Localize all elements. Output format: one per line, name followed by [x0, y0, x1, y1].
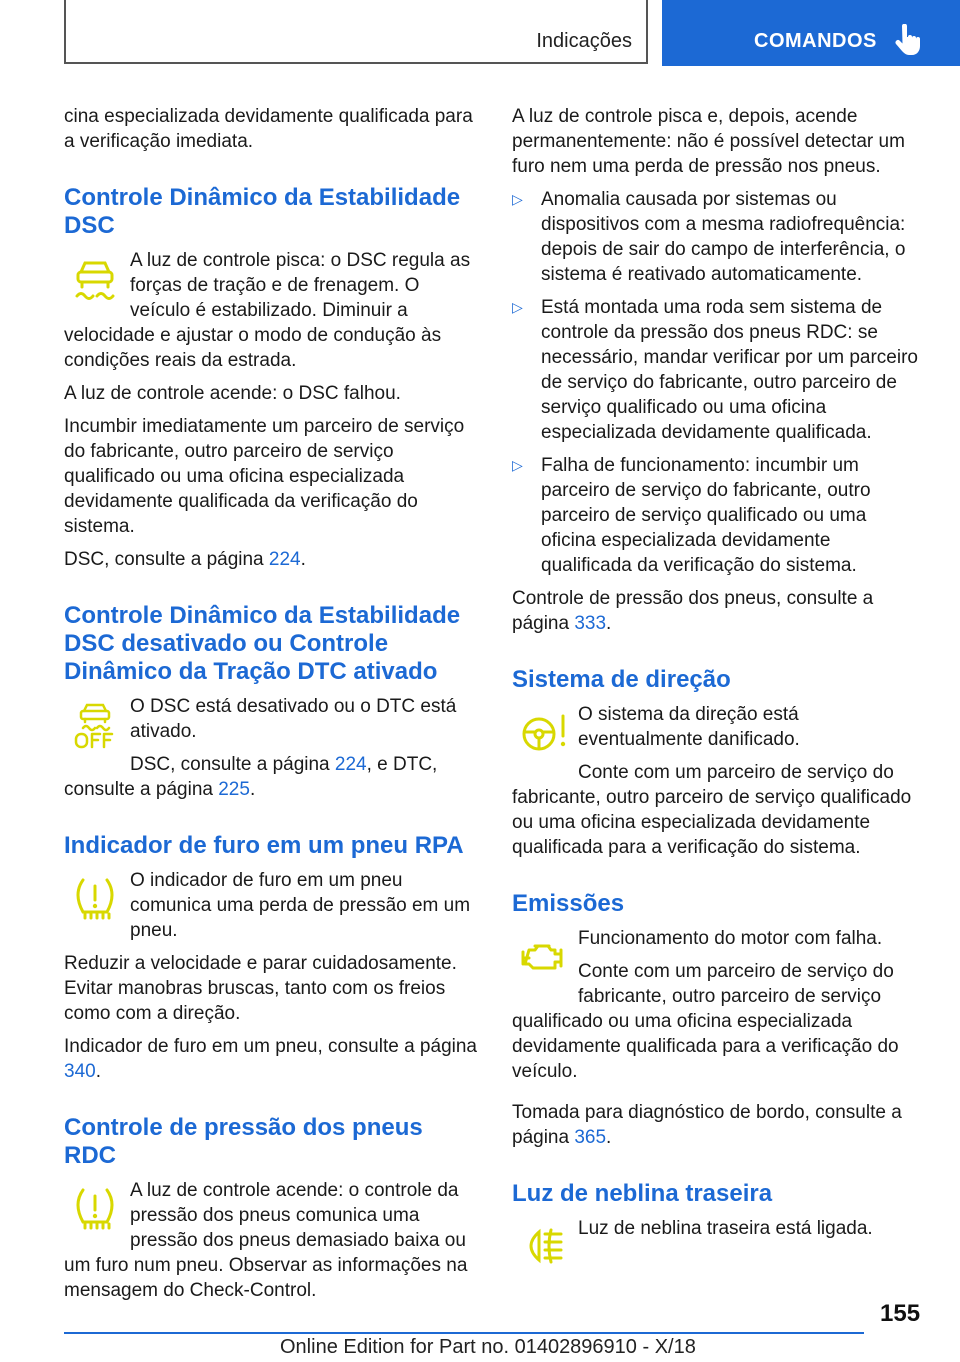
- rpa-ref-text: Indicador de furo em um pneu, consulte a página: [64, 1036, 477, 1057]
- header-chapter-title: COMANDOS: [754, 30, 877, 52]
- rdc-ref: [512, 586, 926, 636]
- rpa-ref-end: .: [95, 1061, 101, 1082]
- left-intro: cina especializada devidamente qualificada para a verificação imediata.: [64, 106, 473, 152]
- footer-edition: Online Edition for Part no. 01402896910 - X/18: [280, 1336, 696, 1358]
- dsc-off-ref-end: .: [249, 779, 256, 800]
- list-item: [512, 295, 926, 445]
- rdc-p1: A luz de controle acende: o controle da pressão dos pneus comunica uma pressão dos pneus demasiado baixa ou um furo num pneu. Observar as informações na mensagem do Check-Control.: [64, 1180, 468, 1301]
- list-item: [512, 453, 926, 578]
- steering-p1: O sistema da direção está eventualmente danificado.: [578, 704, 800, 750]
- header-chapter-tab[interactable]: [662, 0, 960, 66]
- tire-pressure-warning-icon: [69, 872, 121, 924]
- dsc-ref-end: .: [300, 549, 306, 570]
- dsc-ref-text: DSC, consulte a página: [64, 549, 269, 570]
- emissions-p2: Conte com um parceiro de serviço do fabricante, outro parceiro de serviço qualificado ou uma oficina especializada devidamente qualificada para a verificação do veículo.: [512, 961, 899, 1082]
- fog-p1: Luz de neblina traseira está ligada.: [578, 1218, 873, 1239]
- footer-divider: [64, 1332, 864, 1334]
- emissions-ref-link[interactable]: 365: [574, 1127, 607, 1148]
- header-section-title: Indicações: [536, 30, 632, 52]
- dsc-p3: Incumbir imediatamente um parceiro de serviço do fabricante, outro parceiro de serviço qualificado ou uma oficina especializada devidamente qualificada da verificação do sistema.: [64, 416, 465, 537]
- dsc-warning-icon: [69, 252, 121, 304]
- rdc-bullet-list: [512, 187, 926, 578]
- dsc-ref-link[interactable]: 224: [268, 549, 301, 570]
- dsc-ref: [64, 547, 478, 572]
- list-item-text: Falha de funcionamento: incumbir um parceiro de serviço do fabricante, outro parceiro de serviço qualificado ou uma oficina especializada devidamente qualificada da verificação do sistema.: [541, 455, 871, 576]
- list-item-text: Está montada uma roda sem sistema de controle da pressão dos pneus RDC: se necessário, mandar verificar por um parceiro de serviço do fabricante, outro parceiro de serviço qualificado ou uma oficina especializada devidamente qualificada.: [541, 297, 918, 443]
- dsc-off-ref-link-2[interactable]: 225: [218, 779, 250, 800]
- rpa-p1: O indicador de furo em um pneu comunica uma perda de pressão em um pneu.: [130, 870, 471, 941]
- left-column: [64, 104, 478, 1311]
- rpa-heading: Indicador de furo em um pneu RPA: [64, 832, 464, 859]
- dsc-off-heading: Controle Dinâmico da Estabilidade DSC desativado ou Controle Dinâmico da Tração DTC ativado: [64, 602, 461, 685]
- list-item-text: Anomalia causada por sistemas ou dispositivos com a mesma radiofrequência: depois de sair do campo de interferência, o sistema é reativado automaticamente.: [541, 189, 906, 285]
- right-column: [512, 104, 926, 1282]
- tire-pressure-warning-icon: [69, 1182, 121, 1234]
- steering-p2: Conte com um parceiro de serviço do fabricante, outro parceiro de serviço qualificado ou uma oficina especializada devidamente qualificada para a verificação do sistema.: [512, 762, 912, 858]
- rdc-ref-link[interactable]: 333: [574, 613, 607, 634]
- steering-warning-icon: [517, 706, 569, 758]
- dsc-off-ref: [64, 752, 478, 802]
- dsc-off-ref-text: DSC, consulte a página: [130, 754, 335, 775]
- steering-heading: Sistema de direção: [512, 666, 731, 693]
- emissions-ref: [512, 1100, 926, 1150]
- list-item: [512, 187, 926, 287]
- rdc-ref-end: .: [606, 613, 612, 634]
- pointing-hand-icon: [894, 24, 922, 56]
- triangle-bullet-icon: ▷: [512, 457, 523, 473]
- header-section-box: [64, 0, 648, 64]
- rpa-ref-link[interactable]: 340: [64, 1061, 96, 1082]
- dsc-off-ref-mid: , e DTC, consulte a página: [64, 754, 438, 800]
- rear-fog-light-icon: [517, 1220, 569, 1272]
- emissions-ref-end: .: [606, 1127, 612, 1148]
- dsc-off-ref-link-1[interactable]: 224: [334, 754, 367, 775]
- dsc-p1: A luz de controle pisca: o DSC regula as forças de tração e de frenagem. O veículo é estabilizado. Diminuir a velocidade e ajustar o modo de condução às condições reais da estrada.: [64, 250, 471, 371]
- fog-heading: Luz de neblina traseira: [512, 1180, 773, 1207]
- dsc-heading: Controle Dinâmico da Estabilidade DSC: [64, 184, 461, 239]
- dsc-p2: A luz de controle acende: o DSC falhou.: [64, 383, 401, 404]
- rdc-ref-text: Controle de pressão dos pneus, consulte a página: [512, 588, 874, 634]
- rpa-p2: Reduzir a velocidade e parar cuidadosamente. Evitar manobras bruscas, tanto com os freios como com a direção.: [64, 953, 457, 1024]
- emissions-p1: Funcionamento do motor com falha.: [578, 928, 883, 949]
- triangle-bullet-icon: ▷: [512, 299, 523, 315]
- rdc-heading: Controle de pressão dos pneus RDC: [64, 1114, 423, 1169]
- rpa-ref: [64, 1034, 478, 1084]
- engine-check-icon: [517, 930, 569, 982]
- dsc-off-icon: [69, 698, 121, 750]
- right-intro: A luz de controle pisca e, depois, acende permanentemente: não é possível detectar um furo nem uma perda de pressão nos pneus.: [512, 106, 905, 177]
- triangle-bullet-icon: ▷: [512, 191, 523, 207]
- page-number: 155: [880, 1300, 921, 1327]
- dsc-off-p1: O DSC está desativado ou o DTC está ativado.: [130, 696, 457, 742]
- emissions-heading: Emissões: [512, 890, 625, 917]
- emissions-ref-text: Tomada para diagnóstico de bordo, consulte a página: [512, 1102, 902, 1148]
